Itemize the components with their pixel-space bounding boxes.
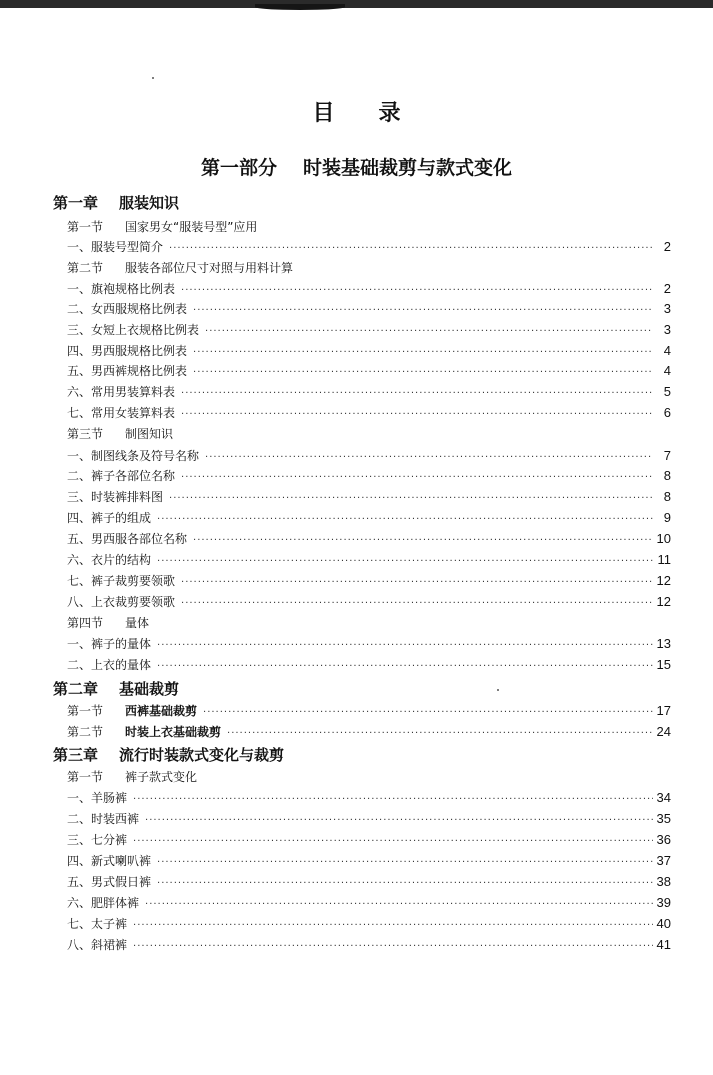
section-title: 裤子款式变化 <box>125 770 198 784</box>
leader-dots <box>181 574 653 592</box>
section-number: 第一节 <box>67 770 104 784</box>
entry-title: 五、男式假日裤 <box>67 875 152 889</box>
page-title-right: 录 <box>378 101 401 126</box>
toc-entry[interactable] <box>67 831 671 849</box>
page-number: 4 <box>663 343 671 358</box>
leader-dots <box>169 490 653 508</box>
part-label: 第一部分 <box>200 157 277 179</box>
leader-dots <box>205 323 653 341</box>
leader-dots <box>169 240 653 258</box>
section-title: 西裤基础裁剪 <box>125 704 198 718</box>
leader-dots <box>145 896 653 914</box>
page-number: 12 <box>656 573 671 588</box>
page-number: 2 <box>663 239 671 254</box>
entry-title: 一、制图线条及符号名称 <box>67 449 200 463</box>
entry-title <box>67 702 197 720</box>
page-number: 8 <box>663 489 671 504</box>
toc-entry[interactable] <box>67 723 671 741</box>
section-number: 第三节 <box>67 427 104 441</box>
toc-entry[interactable] <box>67 551 671 569</box>
page-title-left: 目 <box>312 101 335 126</box>
toc-entry[interactable] <box>67 852 671 870</box>
section-heading <box>67 425 673 443</box>
entry-title: 三、七分裤 <box>67 833 128 847</box>
page-number: 37 <box>656 853 671 868</box>
page-number: 13 <box>656 636 671 651</box>
toc-entry[interactable] <box>67 702 671 720</box>
chapter-number: 第二章 <box>53 680 99 698</box>
chapter-heading <box>53 193 673 213</box>
leader-dots <box>157 658 653 676</box>
section-heading <box>67 614 673 632</box>
leader-dots <box>181 595 653 613</box>
toc-entry[interactable] <box>67 593 671 611</box>
page-number: 7 <box>663 448 671 463</box>
entry-title: 二、时装西裤 <box>67 812 140 826</box>
entry-title: 一、旗袍规格比例表 <box>67 282 176 296</box>
toc-entry[interactable] <box>67 936 671 954</box>
toc-entry[interactable] <box>67 873 671 891</box>
leader-dots <box>193 364 653 382</box>
toc-entry[interactable] <box>67 238 671 256</box>
entry-title: 一、裤子的量体 <box>67 637 152 651</box>
toc-entry[interactable] <box>67 509 671 527</box>
leader-dots <box>181 469 653 487</box>
page-number: 24 <box>656 724 671 739</box>
leader-dots <box>157 854 653 872</box>
toc-entry[interactable] <box>67 915 671 933</box>
toc-entry[interactable] <box>67 280 671 298</box>
page-number: 38 <box>656 874 671 889</box>
entry-title: 六、肥胖体裤 <box>67 896 140 910</box>
toc-entry[interactable] <box>67 635 671 653</box>
chapter-heading <box>53 745 673 765</box>
leader-dots <box>133 938 653 956</box>
toc-entry[interactable] <box>67 488 671 506</box>
section-title: 制图知识 <box>125 427 174 441</box>
leader-dots <box>133 917 653 935</box>
section-number: 第一节 <box>67 704 104 718</box>
entry-title: 二、裤子各部位名称 <box>67 469 176 483</box>
page-number: 17 <box>656 703 671 718</box>
page-number: 40 <box>656 916 671 931</box>
toc-entry[interactable] <box>67 447 671 465</box>
leader-dots <box>193 532 653 550</box>
section-title: 国家男女“服装号型”应用 <box>125 220 258 234</box>
entry-title <box>67 723 221 741</box>
toc-entry[interactable] <box>67 342 671 360</box>
page-number: 10 <box>656 531 671 546</box>
page-number: 15 <box>656 657 671 672</box>
page-number: 9 <box>663 510 671 525</box>
leader-dots <box>181 385 653 403</box>
page-number: 36 <box>656 832 671 847</box>
toc-entry[interactable] <box>67 404 671 422</box>
page-number: 2 <box>663 281 671 296</box>
page-number: 35 <box>656 811 671 826</box>
entry-title: 八、上衣裁剪要领歌 <box>67 595 176 609</box>
toc-entry[interactable] <box>67 810 671 828</box>
entry-title: 七、太子裤 <box>67 917 128 931</box>
toc-entry[interactable] <box>67 362 671 380</box>
page-number: 41 <box>656 937 671 952</box>
entry-title: 二、女西服规格比例表 <box>67 302 188 316</box>
leader-dots <box>227 725 653 743</box>
section-heading <box>67 768 673 786</box>
entry-title: 七、常用女装算料表 <box>67 406 176 420</box>
section-number: 第四节 <box>67 616 104 630</box>
page-number: 5 <box>663 384 671 399</box>
entry-title: 三、时装裤排料图 <box>67 490 164 504</box>
entry-title: 四、男西服规格比例表 <box>67 344 188 358</box>
page-number: 34 <box>656 790 671 805</box>
toc-entry[interactable] <box>67 789 671 807</box>
chapter-number: 第一章 <box>53 194 99 212</box>
page-number: 8 <box>663 468 671 483</box>
section-heading <box>67 259 673 277</box>
entry-title: 二、上衣的量体 <box>67 658 152 672</box>
chapter-title: 基础裁剪 <box>119 680 180 698</box>
leader-dots <box>157 511 653 529</box>
section-number: 第二节 <box>67 725 104 739</box>
leader-dots <box>133 833 653 851</box>
leader-dots <box>145 812 653 830</box>
leader-dots <box>193 302 653 320</box>
entry-title: 八、斜裙裤 <box>67 938 128 952</box>
part-name: 时装基础裁剪与款式变化 <box>303 157 513 179</box>
toc-entry[interactable] <box>67 572 671 590</box>
section-title: 量体 <box>125 616 150 630</box>
toc-entry[interactable] <box>67 467 671 485</box>
toc-entry[interactable] <box>67 383 671 401</box>
entry-title: 六、常用男装算料表 <box>67 385 176 399</box>
leader-dots <box>157 875 653 893</box>
page-number: 3 <box>663 301 671 316</box>
entry-title: 五、男西服各部位名称 <box>67 532 188 546</box>
leader-dots <box>203 704 653 722</box>
leader-dots <box>193 344 653 362</box>
section-title: 服装各部位尺寸对照与用料计算 <box>125 261 294 275</box>
toc-entry[interactable] <box>67 894 671 912</box>
entry-title: 三、女短上衣规格比例表 <box>67 323 200 337</box>
entry-title: 一、羊肠裤 <box>67 791 128 805</box>
page-number: 12 <box>656 594 671 609</box>
section-heading <box>67 218 673 236</box>
page-number: 11 <box>657 552 671 567</box>
entry-title: 四、裤子的组成 <box>67 511 152 525</box>
entry-title: 七、裤子裁剪要领歌 <box>67 574 176 588</box>
section-number: 第一节 <box>67 220 104 234</box>
chapter-title: 服装知识 <box>119 194 180 212</box>
entry-title: 五、男西裤规格比例表 <box>67 364 188 378</box>
entry-title: 六、衣片的结构 <box>67 553 152 567</box>
leader-dots <box>205 449 653 467</box>
page-number: 4 <box>663 363 671 378</box>
entry-title: 一、服装号型简介 <box>67 240 164 254</box>
toc-entry[interactable] <box>67 656 671 674</box>
section-title: 时装上衣基础裁剪 <box>125 725 222 739</box>
leader-dots <box>133 791 653 809</box>
entry-title: 四、新式喇叭裤 <box>67 854 152 868</box>
chapter-title: 流行时装款式变化与裁剪 <box>119 746 285 764</box>
toc-entry[interactable] <box>67 300 671 318</box>
toc-entry[interactable] <box>67 530 671 548</box>
section-number: 第二节 <box>67 261 104 275</box>
page-number: 39 <box>656 895 671 910</box>
page-number: 3 <box>663 322 671 337</box>
leader-dots <box>181 282 653 300</box>
leader-dots <box>181 406 653 424</box>
leader-dots <box>157 553 653 571</box>
chapter-heading <box>53 679 673 699</box>
toc-entry[interactable] <box>67 321 671 339</box>
leader-dots <box>157 637 653 655</box>
page-number: 6 <box>663 405 671 420</box>
chapter-number: 第三章 <box>53 746 99 764</box>
